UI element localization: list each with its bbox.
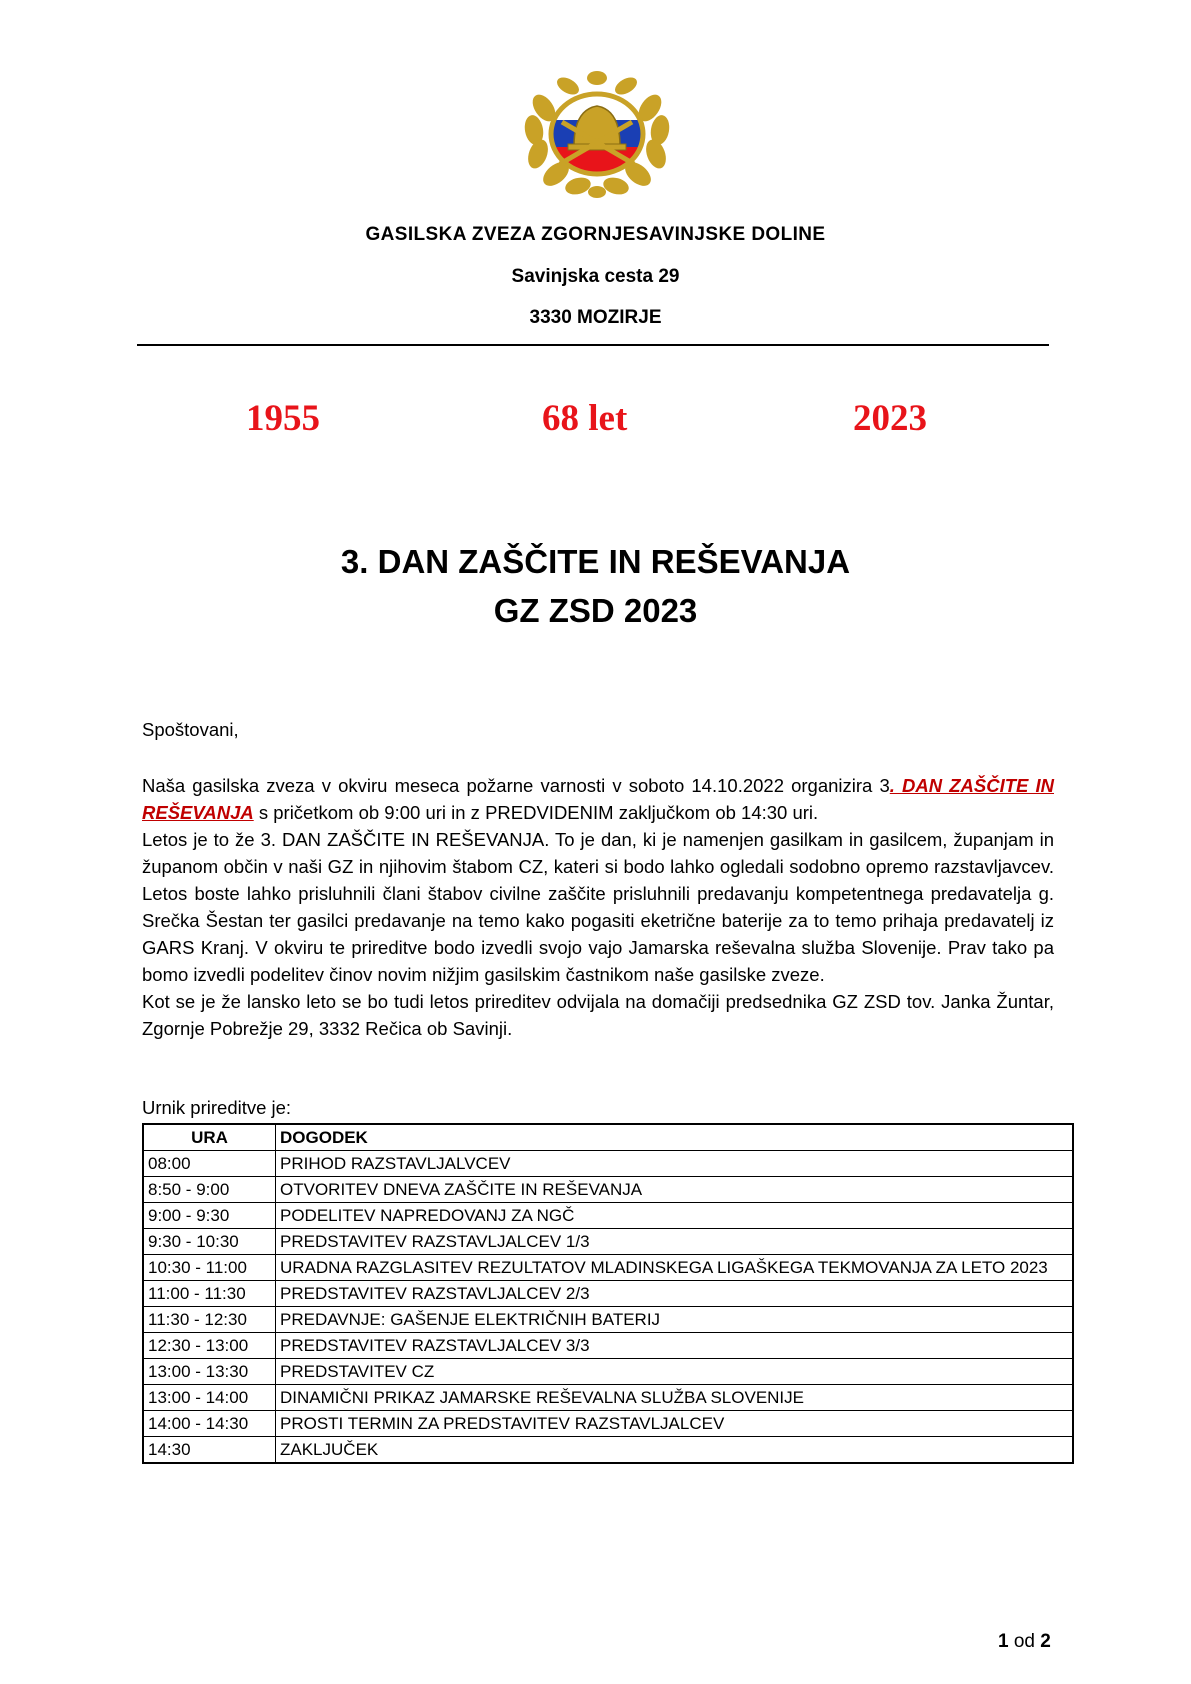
schedule-event-cell: PRIHOD RAZSTAVLJALVCEV [276, 1151, 1074, 1177]
schedule-event-cell: DINAMIČNI PRIKAZ JAMARSKE REŠEVALNA SLUŽBA SLOVENIJE [276, 1385, 1074, 1411]
letter-paragraph-details: Letos je to že 3. DAN ZAŠČITE IN REŠEVANJA. To je dan, ki je namenjen gasilkam in gasilcem, županjam in županom občin v naši GZ in njihovim štabom CZ, kateri si bodo lahko ogledali sodobno opremo razstavljavcev. Letos boste lahko prisluhnili člani štabov civilne zaščite prisluhnili predavanju kompetentnega predavatelja g. Srečka Šestan ter gasilci predavanje na temo kako pogasiti eketrične baterije za to temo prihaja predavatelj iz GARS Kranj. V okviru te prireditve bodo izvedli svojo vajo Jamarska reševalna služba Slovenije. Prav tako pa bomo izvedli podelitev činov novim nižjim gasilskim častnikom naše gasilske zveze. [142, 829, 1054, 985]
schedule-time-cell: 14:30 [143, 1437, 276, 1464]
schedule-event-cell: PREDAVNJE: GAŠENJE ELEKTRIČNIH BATERIJ [276, 1307, 1074, 1333]
column-header-time: URA [143, 1124, 276, 1151]
schedule-time-cell: 08:00 [143, 1151, 276, 1177]
schedule-event-cell: OTVORITEV DNEVA ZAŠČITE IN REŠEVANJA [276, 1177, 1074, 1203]
event-name-highlight: . DAN ZAŠČITE IN REŠEVANJA [142, 775, 1054, 823]
schedule-event-cell: PREDSTAVITEV RAZSTAVLJALCEV 2/3 [276, 1281, 1074, 1307]
schedule-time-cell: 13:00 - 13:30 [143, 1359, 276, 1385]
schedule-time-cell: 9:30 - 10:30 [143, 1229, 276, 1255]
schedule-time-cell: 8:50 - 9:00 [143, 1177, 276, 1203]
fire-brigade-emblem [512, 68, 682, 198]
organization-name: GASILSKA ZVEZA ZGORNJESAVINJSKE DOLINE [365, 224, 826, 245]
schedule-event-cell: PROSTI TERMIN ZA PREDSTAVITEV RAZSTAVLJALCEV [276, 1411, 1074, 1437]
schedule-row [143, 1177, 1073, 1203]
schedule-time-cell: 14:00 - 14:30 [143, 1411, 276, 1437]
schedule-row [143, 1307, 1073, 1333]
letter-greeting: Spoštovani, [142, 719, 239, 740]
schedule-event-cell: URADNA RAZGLASITEV REZULTATOV MLADINSKEGA LIGAŠKEGA TEKMOVANJA ZA LETO 2023 [276, 1255, 1074, 1281]
schedule-rows [143, 1151, 1073, 1464]
schedule-event-cell: PREDSTAVITEV RAZSTAVLJALCEV 1/3 [276, 1229, 1074, 1255]
schedule-row [143, 1437, 1073, 1464]
schedule-event-cell: PREDSTAVITEV RAZSTAVLJALCEV 3/3 [276, 1333, 1074, 1359]
schedule-time-cell: 12:30 - 13:00 [143, 1333, 276, 1359]
schedule-row [143, 1229, 1073, 1255]
schedule-event-cell: PODELITEV NAPREDOVANJ ZA NGČ [276, 1203, 1074, 1229]
schedule-caption: Urnik prireditve je: [142, 1097, 292, 1118]
event-subtitle: GZ ZSD 2023 [493, 592, 698, 629]
anniversary-end-year: 2023 [853, 398, 927, 439]
letter-paragraph-location: Kot se je že lansko leto se bo tudi letos prireditev odvijala na domačiji predsednika GZ ZSD tov. Janka Žuntar, Zgornje Pobrežje 29, 3332 Rečica ob Savinji. [142, 991, 1054, 1039]
schedule-time-cell: 11:00 - 11:30 [143, 1281, 276, 1307]
letter-body [142, 772, 1054, 1042]
page-number: 1 od 2 [998, 1631, 1051, 1652]
schedule-row [143, 1203, 1073, 1229]
schedule-event-cell: ZAKLJUČEK [276, 1437, 1074, 1464]
schedule-row [143, 1359, 1073, 1385]
schedule-row [143, 1411, 1073, 1437]
schedule-event-cell: PREDSTAVITEV CZ [276, 1359, 1074, 1385]
schedule-row [143, 1151, 1073, 1177]
header-divider [137, 344, 1049, 346]
schedule-time-cell: 9:00 - 9:30 [143, 1203, 276, 1229]
schedule-time-cell: 11:30 - 12:30 [143, 1307, 276, 1333]
anniversary-label: 68 let [542, 398, 628, 439]
letter-paragraph-intro: Naša gasilska zveza v okviru meseca požarne varnosti v soboto 14.10.2022 organizira 3. DAN ZAŠČITE IN REŠEVANJA s pričetkom ob 9:00 uri in z PREDVIDENIM zaključkom ob 14:30 uri. [142, 775, 1054, 823]
event-title: 3. DAN ZAŠČITE IN REŠEVANJA [340, 543, 851, 580]
schedule-time-cell: 13:00 - 14:00 [143, 1385, 276, 1411]
schedule-row [143, 1281, 1073, 1307]
organization-street: Savinjska cesta 29 [511, 266, 680, 287]
schedule-header-row [143, 1124, 1073, 1151]
schedule-row [143, 1385, 1073, 1411]
schedule-time-cell: 10:30 - 11:00 [143, 1255, 276, 1281]
schedule-row [143, 1333, 1073, 1359]
schedule-table [142, 1123, 1074, 1464]
anniversary-start-year: 1955 [246, 398, 320, 439]
organization-city: 3330 MOZIRJE [529, 307, 662, 328]
column-header-event: DOGODEK [276, 1124, 1074, 1151]
schedule-row [143, 1255, 1073, 1281]
